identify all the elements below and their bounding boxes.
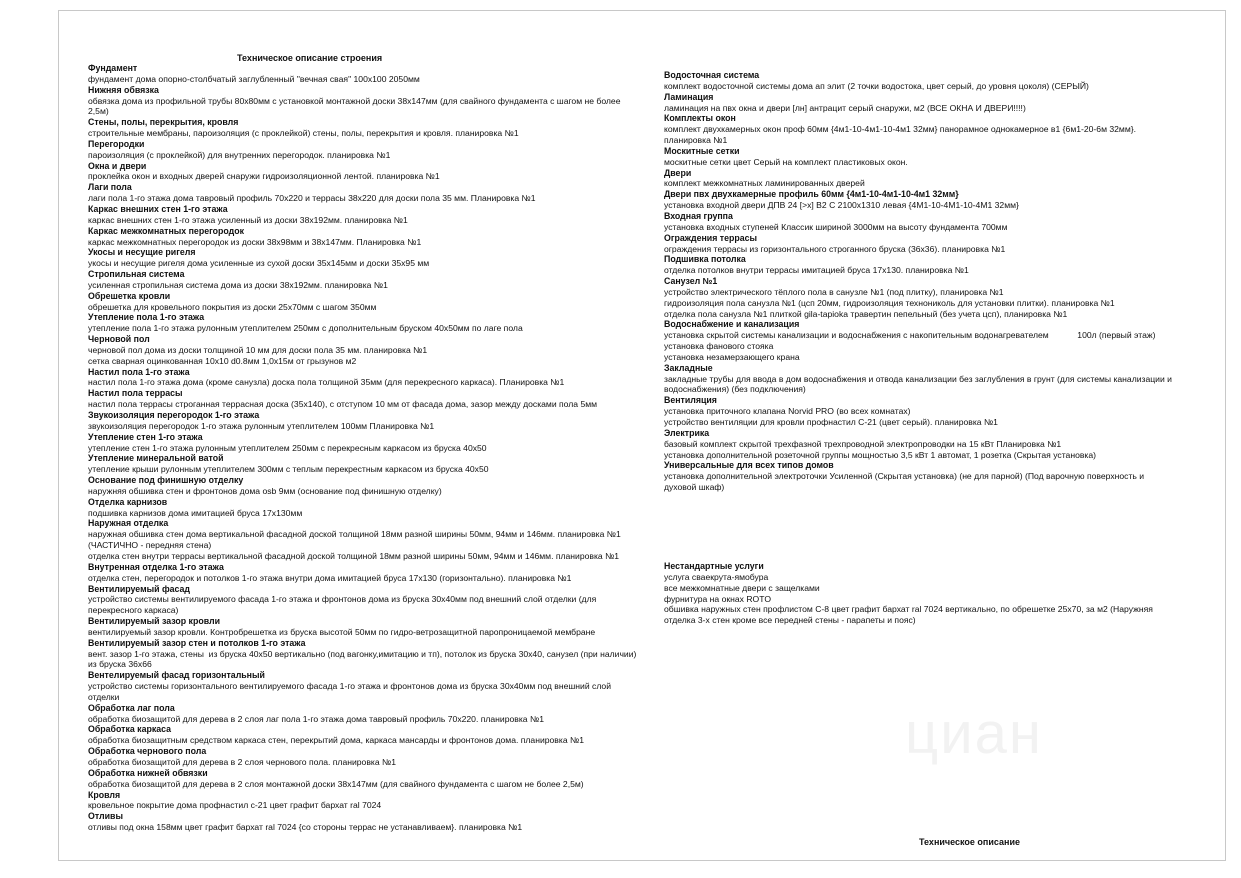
section-line: черновой пол дома из доски толщиной 10 мм для доски пола 35 мм. планировка №1 [88, 344, 428, 355]
spec-section [88, 312, 640, 334]
section-line: фурнитура на окнах ROTO [664, 593, 772, 604]
section-title: Обработка лаг пола [88, 702, 175, 713]
section-line: услуга сваекрута-ямобура [664, 571, 769, 582]
spec-section [88, 432, 640, 454]
section-line: установка дополнительной розеточной группы мощностью 3,5 кВт 1 автомат, 1 розетка (Скрытая установка) [664, 449, 1097, 460]
section-title: Обработка чернового пола [88, 746, 207, 757]
spec-section [88, 518, 640, 561]
section-line: устройство вентиляции для кровли профнастил С-21 (цвет серый). планировка №1 [664, 417, 998, 427]
section-title: Комплекты окон [664, 113, 736, 124]
spec-section [664, 395, 1178, 428]
section-title: Отливы [88, 811, 123, 822]
spec-section [664, 233, 1178, 255]
section-line: каркас внешних стен 1-го этажа усиленный из доски 38x192мм. планировка №1 [88, 214, 408, 225]
spec-section [664, 168, 1178, 190]
spec-section [664, 211, 1178, 233]
section-line: отделка стен, перегородок и потолков 1-го этажа внутри дома имитацией бруса 17x130 (горизонтально). планировка №1 [88, 572, 572, 583]
section-line: москитные сетки цвет Серый на комплект пластиковых окон. [664, 156, 908, 167]
spec-section [88, 388, 640, 410]
section-title: Вентиляция [664, 395, 717, 406]
section-line: каркас межкомнатных перегородок из доски 38x98мм и 38x147мм. Планировка №1 [88, 236, 422, 247]
section-title: Вентилируемый зазор стен и потолков 1-го этажа [88, 637, 306, 648]
section-title: Санузел №1 [664, 276, 718, 287]
spec-section [88, 616, 640, 638]
section-line: усиленная стропильная система дома из доски 38x192мм. планировка №1 [88, 279, 388, 290]
spec-section [664, 189, 1178, 211]
spec-section [88, 768, 640, 790]
section-line: обшивка наружных стен профлистом С-8 цвет графит бархат ral 7024 вертикально, по обрешетке 25x70, за м2 (Наружняя отделка 3-х стен кроме все передней стены - парапеты и пояс) [664, 604, 1156, 626]
section-title: Фундамент [88, 63, 138, 73]
section-title: Входная группа [664, 210, 733, 221]
section-line: проклейка окон и входных дверей снаружи гидроизоляционной лентой. планировка №1 [88, 171, 440, 182]
spec-section [88, 161, 640, 183]
section-title: Настил пола террасы [88, 388, 183, 399]
spec-section [88, 703, 640, 725]
section-line: наружная обшивка стен дома вертикальной фасадной доской толщиной 18мм разной ширины 50мм, 94мм и 146мм. планировка №1 (ЧАСТИЧНО - передняя стена) [88, 529, 624, 551]
section-line: обработка биозащитой для дерева в 2 слоя монтажной доски 38x147мм (для свайного фундамента с шагом не более 2,5м) [88, 778, 584, 789]
spec-section [88, 63, 640, 85]
section-line: устройство системы горизонтального вентилируемого фасада 1-го этажа и фронтонов дома из бруска 30x40мм под внешний слой отделки [88, 681, 614, 702]
section-line: вентилируемый зазор кровли. Контробрешетка из бруска высотой 50мм по гидро-ветрозащитной паропроницаемой мембране [88, 626, 596, 637]
section-line: устройство системы вентилируемого фасада 1-го этажа и фронтонов дома из бруска 30x40мм под внешний слой отделки (для перекресного каркаса) [88, 594, 599, 616]
section-line: гидроизоляция пола санузла №1 (цсп 20мм, гидроизоляция технониколь для установки плитки). планировка №1 [664, 297, 1115, 308]
spec-section [88, 291, 640, 313]
section-title: Нижняя обвязка [88, 84, 159, 95]
spec-section [88, 247, 640, 269]
section-title: Наружная отделка [88, 518, 169, 529]
section-title: Двери пвх двухкамерные профиль 60мм {4м1-10-4м1-10-4м1 32мм} [664, 189, 959, 200]
section-title: Черновой пол [88, 334, 150, 345]
spec-section [664, 428, 1178, 461]
section-line: обработка биозащитным средством каркаса стен, перекрытий дома, каркаса мансарды и фронтонов дома. планировка №1 [88, 735, 584, 746]
section-title: Обрешетка кровли [88, 290, 171, 301]
section-line: пароизоляция (с проклейкой) для внутренних перегородок. планировка №1 [88, 149, 391, 160]
spec-section [664, 70, 1178, 92]
section-line: настил пола террасы строганная террасная доска (35x140), с отступом 10 мм от фасада дома, зазор между досками пола 5мм [88, 399, 598, 410]
section-line: комплект межкомнатных ламинированных дверей [664, 178, 865, 189]
section-line: установка входных ступеней Классик шириной 3000мм на высоту фундамента 700мм [664, 221, 1008, 232]
spec-section [664, 561, 1178, 626]
spec-section [88, 562, 640, 584]
spec-section [88, 410, 640, 432]
section-title: Ограждения террасы [664, 232, 758, 243]
section-line: отделка потолков внутри террасы имитацией бруса 17x130. планировка №1 [664, 265, 969, 276]
section-line: обрешетка для кровельного покрытия из доски 25x70мм с шагом 350мм [88, 301, 377, 312]
section-line: кровельное покрытие дома профнастил с-21 цвет графит бархат ral 7024 [88, 800, 382, 811]
spec-section [88, 269, 640, 291]
spec-section [88, 453, 640, 475]
section-title: Обработка нижней обвязки [88, 767, 208, 778]
section-title: Каркас внешних стен 1-го этажа [88, 203, 228, 214]
spec-section [88, 584, 640, 617]
document-title: Техническое описание строения [237, 53, 383, 63]
section-title: Настил пола 1-го этажа [88, 366, 190, 377]
section-title: Двери [664, 167, 692, 178]
spec-section [664, 363, 1178, 396]
section-title: Основание под финишную отделку [88, 475, 244, 486]
spec-section [88, 790, 640, 812]
section-title: Водоснабжение и канализация [664, 319, 800, 330]
spec-section [88, 638, 640, 671]
section-line: комплект двухкамерных окон проф 60мм {4м1-10-4м1-10-4м1 32мм} панорамное однокамерное в1 {6м1-20-6м 32мм}. планировка №1 [664, 124, 1139, 146]
spec-section [88, 334, 640, 367]
section-title: Вентилируемый фасад [88, 583, 191, 594]
section-title: Обработка каркаса [88, 724, 172, 735]
section-line: установка скрытой системы канализации и водоснабжения с накопительным водонагревателем 100л (первый этаж) [664, 330, 1156, 341]
section-line: звукоизоляция перегородок 1-го этажа рулонным утеплителем 100мм Планировка №1 [88, 420, 435, 431]
section-title: Утепление пола 1-го этажа [88, 312, 205, 323]
section-line: отливы под окна 158мм цвет графит бархат ral 7024 {со стороны террас не устанавливаем}. планировка №1 [88, 822, 523, 833]
right-column [664, 70, 1178, 493]
section-line: установка незамерзающего крана [664, 351, 800, 362]
section-title: Подшивка потолка [664, 254, 746, 265]
section-line: базовый комплект скрытой трехфазной трехпроводной электропроводки на 15 кВт Планировка №1 [664, 438, 1062, 449]
spec-section [664, 92, 1178, 114]
section-line: подшивка карнизов дома имитацией бруса 17x130мм [88, 507, 303, 518]
nonstandard-services-column [664, 561, 1178, 626]
section-line: отделка пола санузла №1 плиткой gila-tapioka травертин пепельный (без учета цсп), планировка №1 [664, 308, 1068, 319]
section-title: Универсальные для всех типов домов [664, 460, 834, 471]
spec-section [88, 367, 640, 389]
section-line: вент. зазор 1-го этажа, стены из бруска 40x50 вертикально (под вагонку,имитацию и тп), потолок из бруска 30x40, санузел (при наличии) из бруска 36x66 [88, 648, 639, 670]
section-title: Закладные [664, 362, 713, 373]
section-title: Отделка карнизов [88, 496, 168, 507]
section-line: фундамент дома опорно-столбчатый заглубленный "вечная свая" 100x100 2050мм [88, 73, 420, 84]
section-title: Лаги пола [88, 182, 132, 193]
section-line: обвязка дома из профильной трубы 80x80мм с установкой монтажной доски 38x147мм (для свайного фундамента с шагом не более 2,5м) [88, 95, 623, 117]
spec-section [88, 85, 640, 118]
section-line: настил пола 1-го этажа дома (кроме санузла) доска пола толщиной 35мм (для перекресного каркаса). Планировка №1 [88, 377, 565, 388]
spec-section [664, 113, 1178, 146]
section-line: устройство электрического тёплого пола в санузле №1 (под плитку), планировка №1 [664, 286, 1004, 297]
left-column [88, 63, 640, 833]
section-line: все межкомнатные двери с защелками [664, 582, 820, 593]
section-line: закладные трубы для ввода в дом водоснабжения и отвода канализации без заглубления в грунт (для системы канализации и водоснабжения) (без подключения) [664, 373, 1175, 395]
spec-section [664, 146, 1178, 168]
section-title: Звукоизоляция перегородок 1-го этажа [88, 410, 260, 420]
spec-section [88, 117, 640, 139]
section-line: установка фанового стояка [664, 341, 774, 352]
section-title: Вентилируемый зазор кровли [88, 616, 220, 627]
section-line: лаги пола 1-го этажа дома тавровый профиль 70x220 и террасы 38x220 для доски пола 35 мм. Планировка №1 [88, 193, 536, 204]
section-line: установка приточного клапана Norvid PRO (во всех комнатах) [664, 406, 911, 417]
section-line: ламинация на пвх окна и двери [лн] антрацит серый снаружи, м2 (ВСЕ ОКНА И ДВЕРИ!!!!) [664, 102, 1026, 113]
spec-section [88, 497, 640, 519]
section-line: строительные мембраны, пароизоляция (с проклейкой) стены, полы, перекрытия и кровля. планировка №1 [88, 128, 519, 139]
section-line: обработка биозащитой для дерева в 2 слоя чернового пола. планировка №1 [88, 757, 397, 767]
section-line: сетка сварная оцинкованная 10x10 d0.8мм 1,0x15м от грызунов м2 [88, 355, 357, 366]
section-title: Перегородки [88, 138, 145, 149]
section-title: Стены, полы, перекрытия, кровля [88, 117, 239, 128]
section-line: наружняя обшивка стен и фронтонов дома osb 9мм (основание под финишную отделку) [88, 485, 442, 496]
section-line: установка входной двери ДПВ 24 [>x] В2 С 2100x1310 левая {4М1-10-4М1-10-4М1 32мм} [664, 200, 1019, 211]
watermark-logo: циан [905, 701, 1043, 766]
spec-section [664, 276, 1178, 319]
spec-section [88, 811, 640, 833]
section-title: Внутренная отделка 1-го этажа [88, 561, 224, 572]
spec-section [88, 204, 640, 226]
spec-section [88, 182, 640, 204]
section-title: Электрика [664, 427, 710, 438]
section-line: утепление стен 1-го этажа рулонным утеплителем 250мм с перекресным каркасом из бруска 40x50 [88, 442, 487, 453]
spec-section [88, 226, 640, 248]
section-title: Стропильная система [88, 269, 185, 280]
section-title: Утепление минеральной ватой [88, 453, 224, 464]
spec-section [664, 254, 1178, 276]
spec-section [88, 724, 640, 746]
section-line: отделка стен внутри террасы вертикальной фасадной доской толщиной 18мм разной ширины 50мм, 94мм и 146мм. планировка №1 [88, 550, 620, 561]
section-line: укосы и несущие ригеля дома усиленные из сухой доски 35x145мм и доски 35x95 мм [88, 258, 430, 269]
spec-section [88, 670, 640, 703]
spec-section [88, 746, 640, 768]
section-title: Водосточная система [664, 70, 760, 80]
spec-section [664, 319, 1178, 362]
section-title: Утепление стен 1-го этажа [88, 431, 203, 442]
section-line: утепление крыши рулонным утеплителем 300мм с теплым перекрестным каркасом из бруска 40x50 [88, 464, 489, 475]
section-title: Нестандартные услуги [664, 561, 764, 571]
section-title: Каркас межкомнатных перегородок [88, 225, 245, 236]
section-line: обработка биозащитой для дерева в 2 слоя лаг пола 1-го этажа дома тавровый профиль 70x220. планировка №1 [88, 713, 544, 724]
section-title: Укосы и несущие ригеля [88, 247, 196, 258]
section-line: ограждения террасы из горизонтального строганного бруска (36x36). планировка №1 [664, 243, 1006, 254]
section-title: Ламинация [664, 91, 714, 102]
section-title: Вентелируемый фасад горизонтальный [88, 670, 265, 681]
spec-section [664, 460, 1178, 493]
section-line: утепление пола 1-го этажа рулонным утеплителем 250мм с дополнительным бруском 40x50мм по лаге пола [88, 323, 523, 334]
section-title: Кровля [88, 789, 121, 800]
section-title: Окна и двери [88, 160, 147, 171]
section-title: Москитные сетки [664, 145, 740, 156]
spec-section [88, 475, 640, 497]
section-line: установка дополнительной электроточки Усиленной (Скрытая установка) (не для парной) (Под варочную поверхность и духовой шкаф) [664, 471, 1147, 493]
footer-title: Техническое описание [919, 837, 1020, 847]
spec-section [88, 139, 640, 161]
section-line: комплект водосточной системы дома ап элит (2 точки водостока, цвет серый, до уровня цоколя) (СЕРЫЙ) [664, 80, 1089, 91]
